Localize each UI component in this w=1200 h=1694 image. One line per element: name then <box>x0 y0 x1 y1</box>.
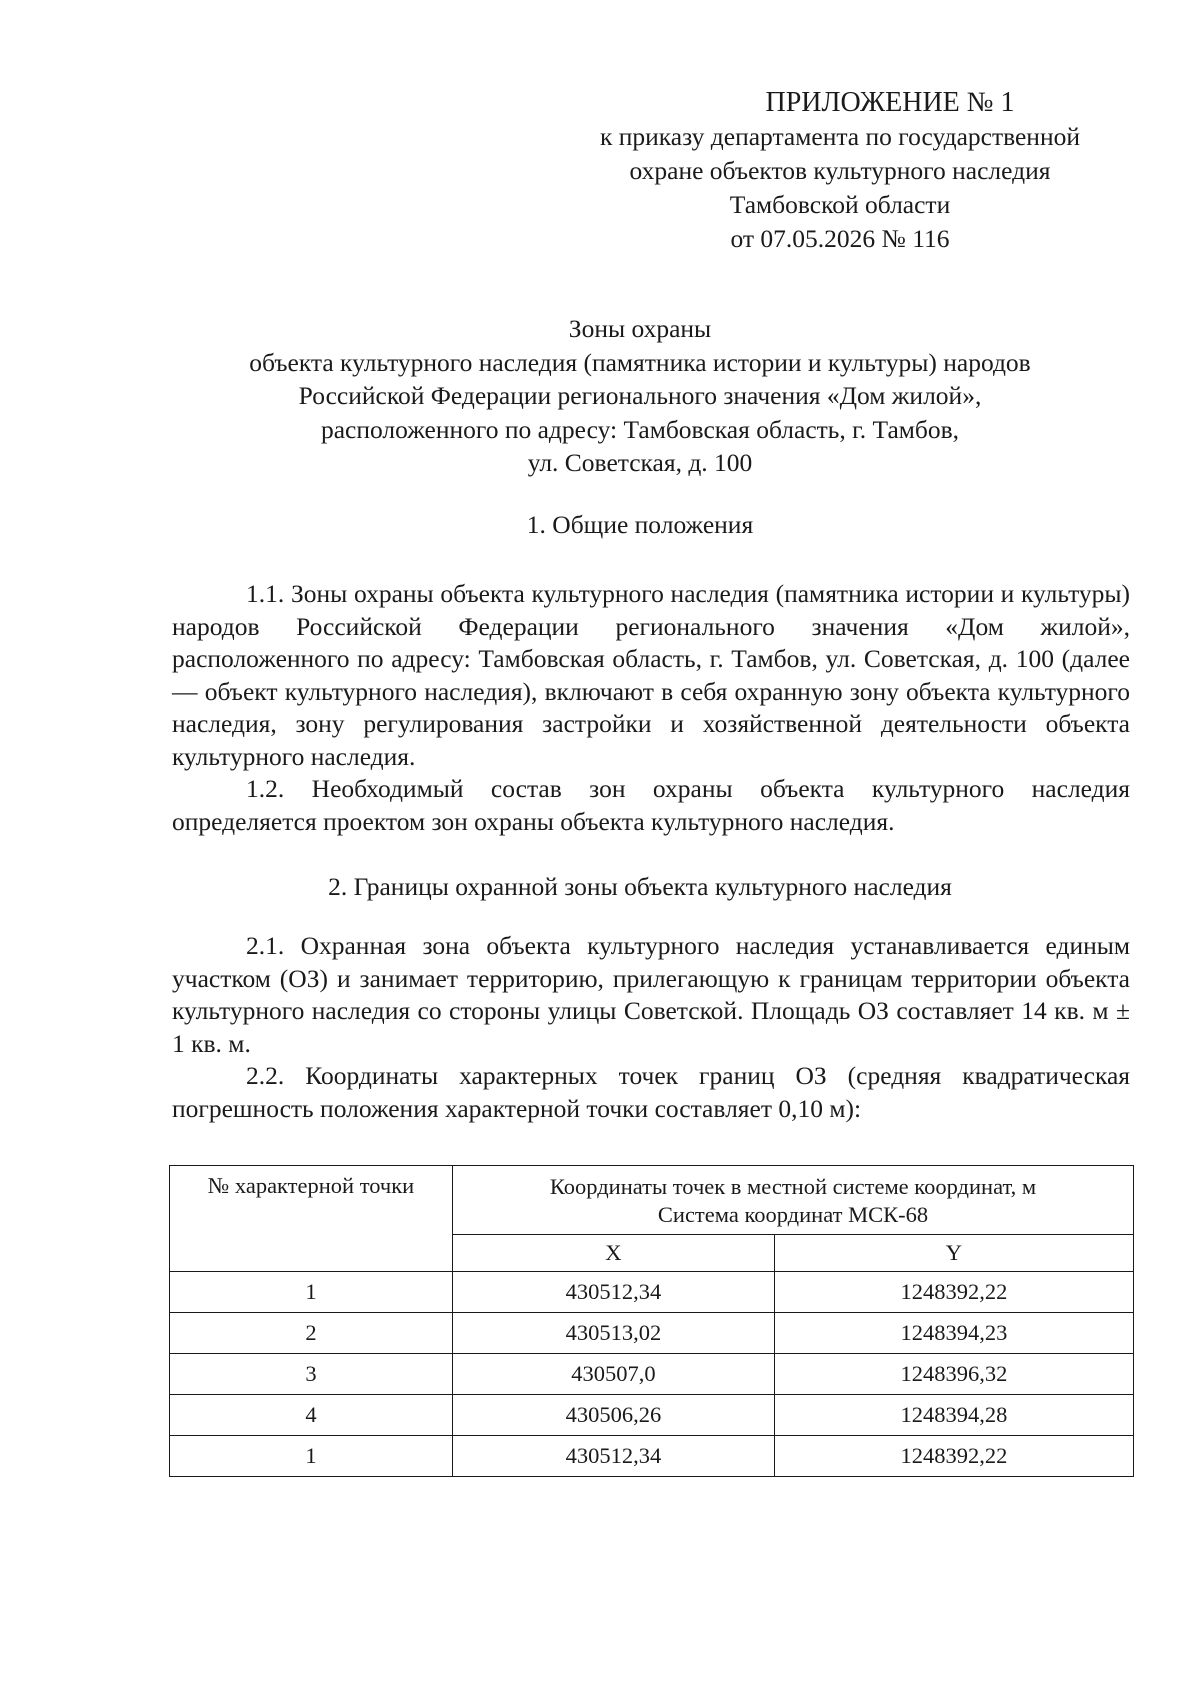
x-coordinate-cell: 430513,02 <box>453 1313 775 1354</box>
point-number-cell: 2 <box>170 1313 453 1354</box>
table-header-y: Y <box>774 1235 1133 1272</box>
table-row <box>170 1272 1134 1313</box>
paragraph-2-2: 2.2. Координаты характерных точек границ ОЗ (средняя квадратическая погрешность положения характерной точки составляет 0,10 м): <box>172 1061 1130 1123</box>
point-number-cell: 3 <box>170 1354 453 1395</box>
table-row <box>170 1354 1134 1395</box>
section-1-body <box>172 578 1130 838</box>
title-line: Зоны охраны <box>568 314 712 343</box>
x-coordinate-cell: 430506,26 <box>453 1395 775 1436</box>
table-header-x: X <box>453 1235 775 1272</box>
section-2-heading: 2. Границы охранной зоны объекта культурного наследия <box>328 872 952 901</box>
appendix-line: Тамбовской области <box>729 190 951 219</box>
table-row <box>170 1436 1134 1477</box>
y-coordinate-cell: 1248392,22 <box>774 1272 1133 1313</box>
document-title <box>170 312 1110 480</box>
table-row <box>170 1313 1134 1354</box>
section-1-heading: 1. Общие положения <box>526 510 754 539</box>
appendix-title: ПРИЛОЖЕНИЕ № 1 <box>765 87 1015 118</box>
appendix-header <box>560 86 1120 256</box>
x-coordinate-cell: 430507,0 <box>453 1354 775 1395</box>
table-header-coordinates-line: Координаты точек в местной системе координат, м <box>549 1174 1037 1199</box>
paragraph-1-2: 1.2. Необходимый состав зон охраны объекта культурного наследия определяется проектом зон охраны объекта культурного наследия. <box>172 774 1130 836</box>
point-number-cell: 1 <box>170 1272 453 1313</box>
appendix-line: охране объектов культурного наследия <box>629 156 1051 185</box>
x-coordinate-cell: 430512,34 <box>453 1272 775 1313</box>
title-line: объекта культурного наследия (памятника истории и культуры) народов <box>249 347 1031 377</box>
title-line: расположенного по адресу: Тамбовская область, г. Тамбов, <box>320 414 960 444</box>
title-line: Российской Федерации регионального значения «Дом жилой», <box>298 381 982 410</box>
point-number-cell: 4 <box>170 1395 453 1436</box>
paragraph-1-1: 1.1. Зоны охраны объекта культурного наследия (памятника истории и культуры) народов Российской Федерации регионального значения «Дом жилой», расположенного по адресу: Тамбовская область, г. Тамбов, ул. Советская, д. 100 (далее — объект культурного наследия), включают в себя охранную зону объекта культурного наследия, зону регулирования застройки и хозяйственной деятельности объекта культурного наследия. <box>172 579 1130 771</box>
appendix-date-number: от 07.05.2026 № 116 <box>730 224 950 253</box>
y-coordinate-cell: 1248396,32 <box>774 1354 1133 1395</box>
point-number-cell: 1 <box>170 1436 453 1477</box>
section-2-body <box>172 930 1130 1125</box>
y-coordinate-cell: 1248394,28 <box>774 1395 1133 1436</box>
table-header-coordinates <box>453 1166 1134 1235</box>
table-header-coordinates-system: Система координат МСК-68 <box>657 1202 929 1227</box>
table-row <box>170 1395 1134 1436</box>
title-line: ул. Советская, д. 100 <box>527 448 753 477</box>
y-coordinate-cell: 1248394,23 <box>774 1313 1133 1354</box>
x-coordinate-cell: 430512,34 <box>453 1436 775 1477</box>
y-coordinate-cell: 1248392,22 <box>774 1436 1133 1477</box>
appendix-line: к приказу департамента по государственной <box>600 122 1080 151</box>
paragraph-2-1: 2.1. Охранная зона объекта культурного наследия устанавливается единым участком (ОЗ) и занимает территорию, прилегающую к границам территории объекта культурного наследия со стороны улицы Советской. Площадь ОЗ составляет 14 кв. м ± 1 кв. м. <box>172 931 1130 1058</box>
table-header-point-number: № характерной точки <box>170 1166 453 1272</box>
coordinates-table <box>169 1165 1134 1477</box>
